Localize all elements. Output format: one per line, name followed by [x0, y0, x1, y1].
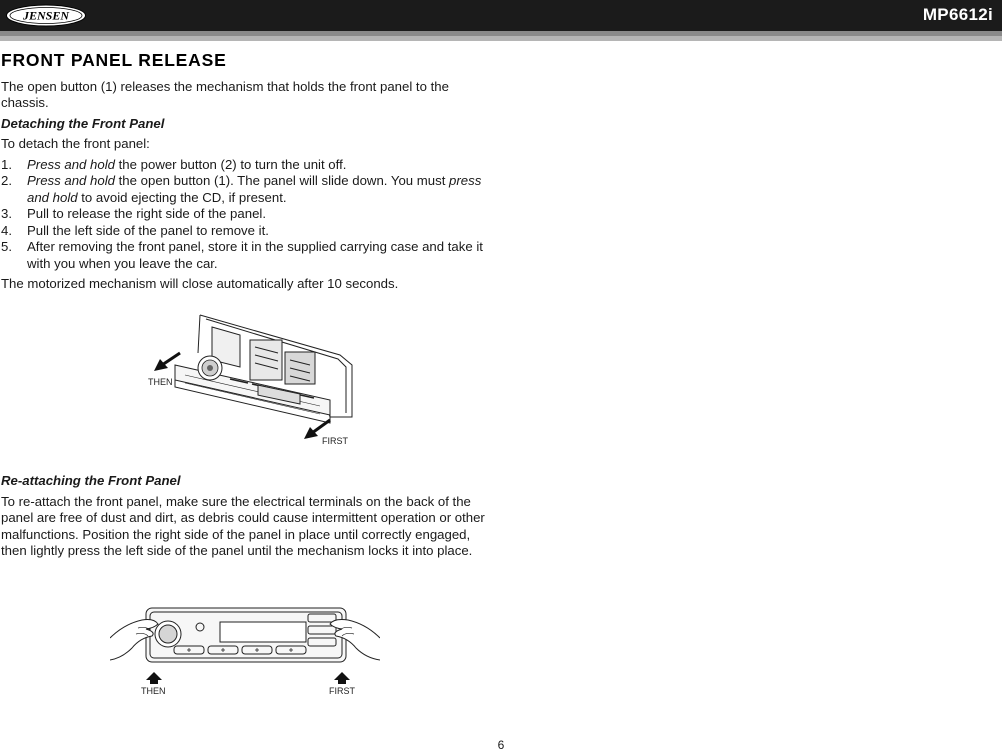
step-text: Pull the left side of the panel to remove it.	[27, 222, 269, 238]
step-text: After removing the front panel, store it in the supplied carrying case and take it with you when you leave the car.	[27, 239, 483, 271]
step-number: 2.	[1, 173, 12, 188]
step-text: to avoid ejecting the CD, if present.	[77, 189, 287, 205]
step-number: 4.	[1, 222, 12, 238]
step-emphasis: Press and hold	[27, 173, 115, 188]
reattach-paragraph: To re-attach the front panel, make sure the electrical terminals on the back of the panel are free of dust and dirt, as debris could cause intermittent operation or other malfunctions. Position the right side of the panel in place until correctly engaged, then lightly press the left side of the panel until the mechanism locks it into place.	[1, 493, 485, 558]
step-text: the open button (1). The panel will slide down. You must	[114, 173, 450, 188]
step-number: 1.	[1, 156, 12, 172]
section-title: FRONT PANEL RELEASE	[1, 50, 227, 70]
step-number: 3.	[1, 206, 12, 221]
step-emphasis: press and hold	[27, 173, 482, 205]
reattach-heading: Re-attaching the Front Panel	[1, 473, 181, 488]
step-text: Pull to release the right side of the panel.	[27, 206, 266, 221]
model-number: MP6612i	[922, 5, 993, 24]
first-label: FIRST	[329, 686, 355, 696]
brand-name: JENSEN	[22, 8, 70, 23]
list-item	[1, 223, 489, 240]
list-item	[1, 173, 489, 206]
reattach-illustration	[110, 602, 380, 700]
page-number: 6	[497, 738, 505, 752]
reattach-section	[1, 473, 489, 564]
list-item	[1, 239, 489, 272]
step-text: the power button (2) to turn the unit off.	[114, 156, 347, 172]
detach-steps	[1, 157, 489, 273]
header-rule-light	[0, 36, 1002, 41]
detach-illustration	[140, 305, 365, 450]
section-content	[1, 52, 489, 297]
step-emphasis: Press and hold	[27, 156, 115, 172]
then-label: THEN	[141, 686, 166, 696]
list-item	[1, 206, 489, 223]
first-label: FIRST	[322, 436, 348, 446]
list-item	[1, 157, 489, 174]
step-number: 5.	[1, 239, 12, 254]
closing-paragraph: The motorized mechanism will close automatically after 10 seconds.	[1, 276, 399, 291]
intro-paragraph: The open button (1) releases the mechanism that holds the front panel to the chassis.	[1, 78, 449, 110]
page-header	[0, 0, 1002, 31]
detach-lead: To detach the front panel:	[1, 136, 150, 151]
detach-heading: Detaching the Front Panel	[1, 115, 165, 131]
then-label: THEN	[148, 377, 173, 387]
jensen-logo	[5, 4, 87, 27]
